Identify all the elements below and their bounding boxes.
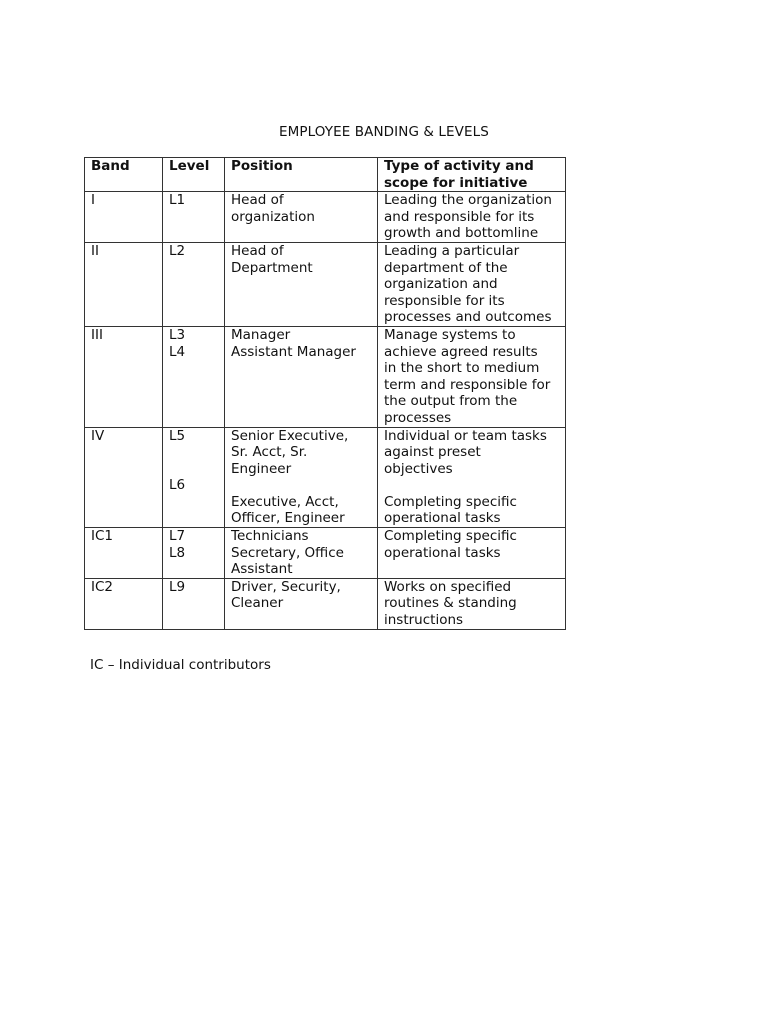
cell-line: organization [231, 208, 315, 225]
banding-table [84, 157, 566, 630]
cell-activity [378, 528, 566, 579]
header-activity: Type of activity and scope for initiative [378, 158, 566, 192]
header-band: Band [85, 158, 163, 192]
cell-line: IC1 [91, 528, 113, 545]
cell-line: L9 [169, 578, 186, 595]
cell-band [85, 578, 163, 629]
cell-line: Leading the organization [384, 192, 552, 209]
cell-line: Assistant Manager [231, 343, 356, 360]
cell-band [85, 326, 163, 427]
cell-line: routines & standing [384, 595, 517, 612]
cell-level [163, 427, 225, 528]
cell-line: Driver, Security, [231, 578, 341, 595]
cell-line: Officer, Engineer [231, 510, 345, 527]
cell-line: Cleaner [231, 595, 284, 612]
cell-line: Individual or team tasks [384, 427, 547, 444]
cell-line: I [91, 192, 95, 209]
cell-position [225, 427, 378, 528]
cell-line [384, 477, 560, 494]
cell-line: Executive, Acct, [231, 493, 339, 510]
cell-line: operational tasks [384, 510, 501, 527]
cell-line: Completing specific [384, 493, 517, 510]
cell-line [169, 444, 219, 461]
cell-line: Senior Executive, [231, 427, 349, 444]
cell-line: instructions [384, 612, 464, 629]
cell-line: L8 [169, 544, 186, 561]
cell-position [225, 528, 378, 579]
footnote: IC – Individual contributors [90, 657, 271, 673]
cell-line: IV [91, 427, 105, 444]
cell-line: Head of [231, 192, 284, 209]
cell-band [85, 192, 163, 243]
cell-line: L5 [169, 427, 186, 444]
table-row [85, 326, 566, 427]
cell-line: Leading a particular [384, 242, 520, 259]
cell-level [163, 528, 225, 579]
cell-line: growth and bottomline [384, 225, 539, 242]
cell-line: Completing specific [384, 528, 517, 545]
table-header-row [85, 158, 566, 192]
cell-level [163, 578, 225, 629]
cell-line: Department [231, 259, 313, 276]
table-row [85, 528, 566, 579]
table-row [85, 242, 566, 326]
cell-activity [378, 578, 566, 629]
cell-activity [378, 326, 566, 427]
cell-band [85, 427, 163, 528]
cell-line: Technicians [231, 528, 309, 545]
table-row [85, 578, 566, 629]
cell-line: organization and [384, 276, 498, 293]
cell-line: L2 [169, 242, 186, 259]
cell-line: processes [384, 409, 452, 426]
cell-line [169, 461, 219, 478]
cell-line: L6 [169, 477, 186, 494]
cell-line: objectives [384, 460, 453, 477]
cell-line: responsible for its [384, 292, 505, 309]
cell-activity [378, 427, 566, 528]
cell-line: II [91, 242, 99, 259]
cell-line: L7 [169, 528, 186, 545]
cell-line: III [91, 326, 103, 343]
cell-position [225, 192, 378, 243]
cell-line: processes and outcomes [384, 309, 552, 326]
cell-line: operational tasks [384, 544, 501, 561]
cell-line: L4 [169, 343, 186, 360]
cell-line: IC2 [91, 578, 113, 595]
cell-position [225, 242, 378, 326]
cell-line: term and responsible for [384, 376, 551, 393]
cell-position [225, 578, 378, 629]
cell-line: in the short to medium [384, 360, 540, 377]
table-body [85, 192, 566, 629]
cell-line: Engineer [231, 460, 292, 477]
cell-level [163, 242, 225, 326]
cell-line: Assistant [231, 561, 293, 578]
header-level: Level [163, 158, 225, 192]
cell-line: the output from the [384, 393, 518, 410]
cell-activity [378, 192, 566, 243]
cell-line: Sr. Acct, Sr. [231, 444, 308, 461]
cell-level [163, 326, 225, 427]
cell-activity [378, 242, 566, 326]
cell-line: Manager [231, 326, 291, 343]
cell-line: Head of [231, 242, 284, 259]
cell-line: and responsible for its [384, 208, 535, 225]
header-position: Position [225, 158, 378, 192]
cell-line: achieve agreed results [384, 343, 538, 360]
cell-line [231, 477, 372, 494]
table-row [85, 192, 566, 243]
cell-line: department of the [384, 259, 508, 276]
cell-line: Works on specified [384, 578, 512, 595]
cell-line: Secretary, Office [231, 544, 344, 561]
cell-line: against preset [384, 444, 481, 461]
cell-line: L1 [169, 192, 186, 209]
cell-line: L3 [169, 326, 186, 343]
document-title: EMPLOYEE BANDING & LEVELS [279, 124, 489, 140]
cell-band [85, 242, 163, 326]
table-row [85, 427, 566, 528]
cell-line: Manage systems to [384, 326, 516, 343]
cell-band [85, 528, 163, 579]
cell-position [225, 326, 378, 427]
cell-level [163, 192, 225, 243]
